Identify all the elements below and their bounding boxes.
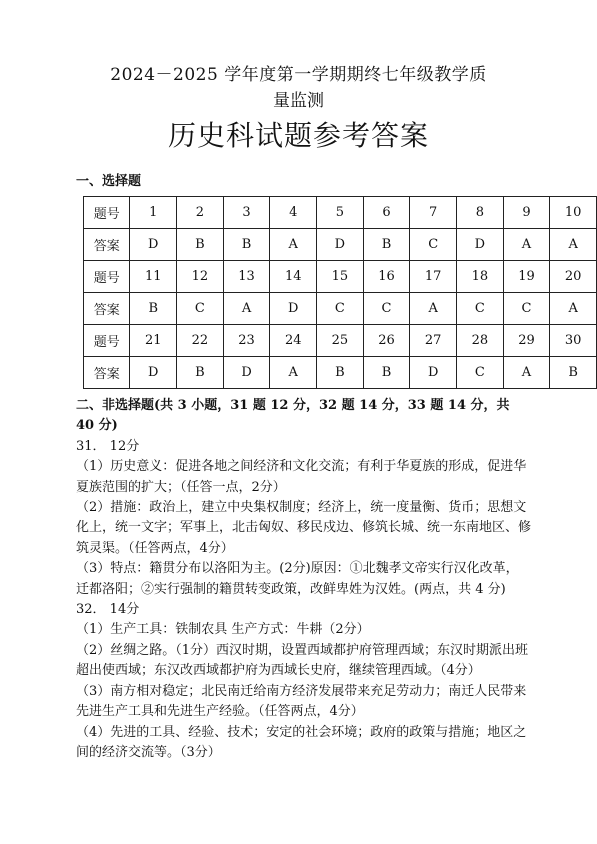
table-cell: 9 [503, 197, 550, 229]
table-cell: D [457, 229, 504, 261]
table-cell: D [317, 229, 364, 261]
non-choice-section [76, 396, 531, 763]
answer-line: （1）生产工具：铁制农具 生产方式：牛耕（2分） [76, 622, 370, 638]
table-cell: A [410, 293, 457, 325]
document-main-title: 历史科试题参考答案 [167, 119, 429, 152]
table-cell: C [503, 293, 550, 325]
table-cell: A [550, 229, 597, 261]
table-cell: 23 [223, 325, 270, 357]
table-cell: 4 [270, 197, 317, 229]
answer-line: （2）丝绸之路。（1分）西汉时期，设置西域都护府管理西域；东汉时期派出班超出使西域；东汉改西域都护府为西域长史府，继续管理西域。（4分） [76, 642, 529, 679]
table-cell: C [317, 293, 364, 325]
table-cell: 3 [223, 197, 270, 229]
row-label: 题号 [84, 325, 130, 357]
table-cell: A [503, 229, 550, 261]
table-cell: A [550, 293, 597, 325]
answer-line: （3）特点：籍贯分布以洛阳为主。(2分)原因：①北魏孝文帝实行汉化改革，迁都洛阳；②实行强制的籍贯转变政策，改鲜卑姓为汉姓。(两点，共 4 分) [76, 561, 519, 597]
table-cell: 11 [130, 261, 177, 293]
table-cell: 19 [503, 261, 550, 293]
table-cell: C [363, 293, 410, 325]
table-cell: 25 [317, 325, 364, 357]
table-row [84, 357, 597, 389]
table-cell: 26 [363, 325, 410, 357]
table-cell: C [410, 229, 457, 261]
table-cell: 1 [130, 197, 177, 229]
table-cell: 6 [363, 197, 410, 229]
table-cell: D [130, 229, 177, 261]
table-cell: C [457, 357, 504, 389]
table-cell: D [270, 293, 317, 325]
table-cell: B [223, 229, 270, 261]
table-row [84, 325, 597, 357]
row-label: 答案 [84, 229, 130, 261]
table-row [84, 197, 597, 229]
table-cell: A [270, 229, 317, 261]
table-cell: B [363, 229, 410, 261]
table-row [84, 261, 597, 293]
table-cell: 30 [550, 325, 597, 357]
table-cell: 2 [177, 197, 224, 229]
table-cell: D [223, 357, 270, 389]
answer-line: （2）措施：政治上，建立中央集权制度；经济上，统一度量衡、货币；思想文化上，统一文字；军事上，北击匈奴、移民戍边、修筑长城、统一东南地区、修筑灵渠。（任答两点，4分） [76, 500, 532, 556]
table-cell: 13 [223, 261, 270, 293]
table-cell: A [270, 357, 317, 389]
table-cell: 15 [317, 261, 364, 293]
document-title-line2: 量监测 [273, 91, 324, 111]
table-cell: 27 [410, 325, 457, 357]
table-cell: C [177, 293, 224, 325]
table-cell: 8 [457, 197, 504, 229]
table-cell: D [130, 357, 177, 389]
table-cell: 28 [457, 325, 504, 357]
table-cell: 14 [270, 261, 317, 293]
table-cell: 22 [177, 325, 224, 357]
answer-line: （4）先进的工具、经验、技术；安定的社会环境；政府的政策与措施；地区之间的经济交流等。（3分） [76, 724, 527, 760]
answer-line: （1）历史意义：促进各地之间经济和文化交流；有利于华夏族的形成，促进华夏族范围的扩大；（任答一点，2分） [76, 459, 527, 495]
table-cell: B [177, 229, 224, 261]
table-cell: 16 [363, 261, 410, 293]
table-cell: 10 [550, 197, 597, 229]
table-cell: 20 [550, 261, 597, 293]
answer-line: （3）南方相对稳定；北民南迁给南方经济发展带来充足劳动力；南迁人民带来先进生产工具和先进生产经验。（任答两点，4分） [76, 683, 527, 720]
row-label: 答案 [84, 357, 130, 389]
table-cell: 18 [457, 261, 504, 293]
row-label: 题号 [84, 197, 130, 229]
section2-heading: 二、非选择题(共 3 小题，31 题 12 分，32 题 14 分，33 题 14 分，共 40 分) [76, 398, 510, 434]
table-cell: B [550, 357, 597, 389]
table-cell: B [177, 357, 224, 389]
table-cell: A [503, 357, 550, 389]
table-cell: 17 [410, 261, 457, 293]
table-cell: B [130, 293, 177, 325]
table-cell: 5 [317, 197, 364, 229]
table-cell: 24 [270, 325, 317, 357]
table-cell: B [317, 357, 364, 389]
table-row [84, 293, 597, 325]
table-cell: A [223, 293, 270, 325]
row-label: 答案 [84, 293, 130, 325]
table-cell: 21 [130, 325, 177, 357]
document-title-line1: 2024－2025 学年度第一学期期终七年级教学质 [110, 65, 487, 85]
section1-heading: 一、选择题 [76, 174, 142, 189]
table-cell: 7 [410, 197, 457, 229]
table-cell: B [363, 357, 410, 389]
answer-line: 32． 14分 [76, 602, 140, 618]
answer-line: 31． 12分 [76, 438, 140, 454]
row-label: 题号 [84, 261, 130, 293]
table-cell: D [410, 357, 457, 389]
table-cell: C [457, 293, 504, 325]
table-cell: 12 [177, 261, 224, 293]
table-row [84, 229, 597, 261]
table-cell: 29 [503, 325, 550, 357]
answer-table [83, 196, 597, 389]
